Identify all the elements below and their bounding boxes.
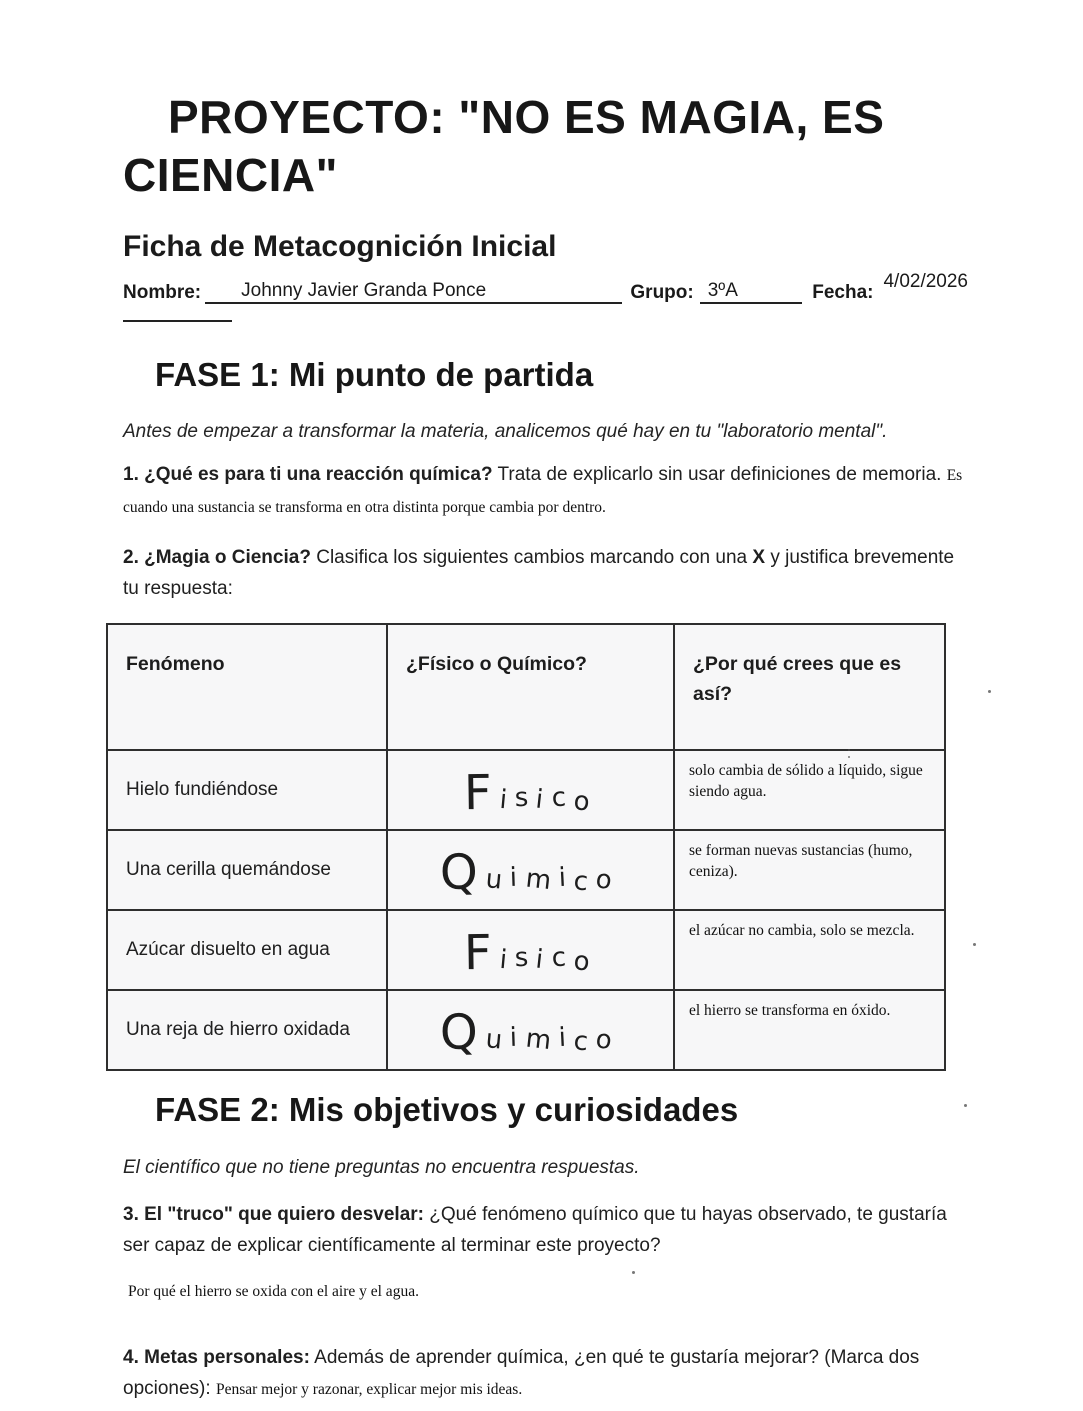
table-header-row [107,624,945,750]
classification-cell [387,830,674,910]
q3-label: 3. El "truco" que quiero desvelar: [123,1203,424,1225]
group-value: 3ºA [707,280,738,301]
page-title-line1: PROYECTO: "NO ES MAGIA, ES [168,91,885,143]
classification-cell [387,750,674,830]
q4-label: 4. Metas personales: [123,1346,310,1368]
scan-speck [632,1271,635,1274]
phenomenon-cell: Una reja de hierro oxidada [107,990,387,1070]
page-title-line2: CIENCIA" [123,149,338,201]
header-fields [123,271,968,304]
handwritten-answer: Fisico [463,764,599,822]
scan-speck [988,690,991,693]
name-field [205,280,622,304]
doc-subtitle: Ficha de Metacognición Inicial [123,230,557,263]
scan-speck [964,1104,967,1107]
q3-prompt: ¿Qué fenómeno químico que tu hayas observado, te gustaría ser capaz de explicar científicamente al terminar este proyecto? [123,1203,947,1256]
question-3 [123,1199,968,1261]
justification-cell: el azúcar no cambia, solo se mezcla. [674,910,945,990]
date-label: Fecha: [812,282,874,303]
phenomena-table-wrap [106,623,968,1071]
page-title [123,88,968,204]
q2-prompt-b: y justifica brevemente tu respuesta: [123,547,955,600]
phenomenon-cell: Una cerilla quemándose [107,830,387,910]
header-porque: ¿Por qué crees que es así? [674,624,945,750]
table-row [107,830,945,910]
question-1 [123,459,968,523]
justification-cell: se forman nuevas sustancias (humo, ceniza). [674,830,945,910]
phenomena-table [106,623,946,1071]
header-fisico-quimico: ¿Físico o Químico? [387,624,674,750]
handwritten-answer: Quimico [439,1004,623,1061]
table-row [107,910,945,990]
date-value: 4/02/2026 [883,271,968,292]
phenomenon-cell: Azúcar disuelto en agua [107,910,387,990]
q3-answer: Por qué el hierro se oxida con el aire y el agua. [128,1282,419,1300]
q4-answer: Pensar mejor y razonar, explicar mejor mis ideas. [215,1380,523,1398]
q4-prompt: Además de aprender química, ¿en qué te gustaría mejorar? (Marca dos opciones): [123,1346,920,1399]
fase2-heading: FASE 2: Mis objetivos y curiosidades [155,1091,739,1129]
header-fenomeno: Fenómeno [107,624,387,750]
name-value: Johnny Javier Granda Ponce [241,280,487,301]
question-2 [123,542,968,604]
q1-prompt: Trata de explicarlo sin usar definiciones de memoria. [497,464,942,486]
q1-answer: Es cuando una sustancia se transforma en otra distinta porque cambia por dentro. [123,467,963,517]
classification-cell [387,990,674,1070]
justification-cell: solo cambia de sólido a líquido, sigue siendo agua. [674,750,945,830]
handwritten-answer: Quimico [439,844,623,901]
name-label: Nombre: [123,282,202,303]
fase1-heading: FASE 1: Mi punto de partida [155,356,594,393]
handwritten-answer: Fisico [463,924,599,982]
phenomenon-cell: Hielo fundiéndose [107,750,387,830]
scan-speck [848,749,850,758]
justification-cell: el hierro se transforma en óxido. [674,990,945,1070]
classification-cell [387,910,674,990]
q2-label: 2. ¿Magia o Ciencia? [123,547,311,569]
fase2-intro: El científico que no tiene preguntas no encuentra respuestas. [123,1156,640,1178]
table-row [107,990,945,1070]
group-label: Grupo: [630,282,694,303]
question-4 [123,1342,968,1405]
fase1-intro: Antes de empezar a transformar la materia, analicemos qué hay en tu "laboratorio mental". [123,421,888,443]
table-row [107,750,945,830]
scan-speck [973,943,976,946]
q2-prompt-a: Clasifica los siguientes cambios marcando con una [316,547,748,569]
q2-x: X [752,547,766,569]
q1-label: 1. ¿Qué es para ti una reacción química? [123,464,493,486]
empty-underline [123,320,232,322]
group-field [700,280,802,304]
